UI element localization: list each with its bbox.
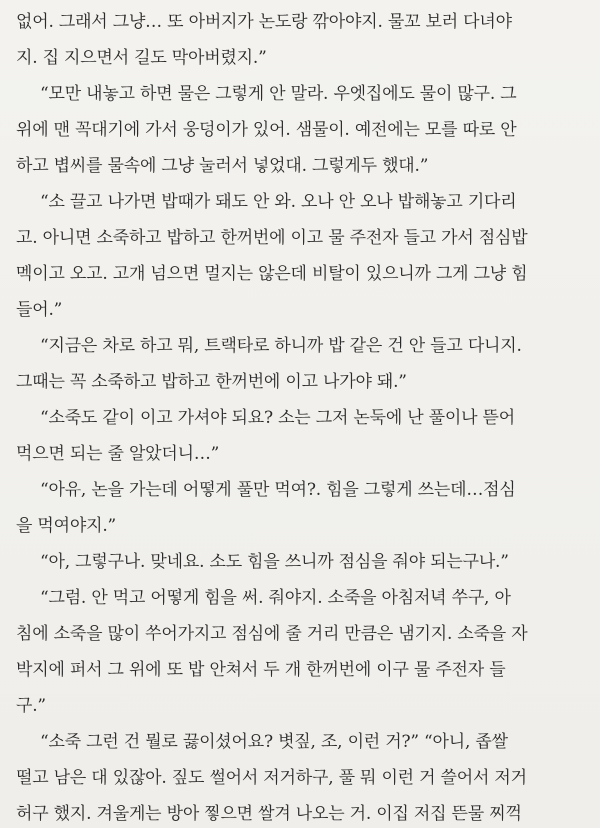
text-line: 을 먹여야지.” [16, 516, 117, 536]
text-line: 그때는 꼭 소죽하고 밥하고 한꺼번에 이고 나가야 돼.” [16, 372, 407, 392]
text-line: 먹으면 되는 줄 알았더니…” [16, 444, 220, 464]
text-line: 위에 맨 꼭대기에 가서 웅덩이가 있어. 샘물이. 예전에는 모를 따로 안 [16, 120, 517, 140]
text-line: “소죽도 같이 이고 가셔야 되요? 소는 그저 논둑에 난 풀이나 뜯어 [40, 408, 515, 428]
text-line: 박지에 퍼서 그 위에 또 밥 안쳐서 두 개 한꺼번에 이구 물 주전자 들 [16, 660, 506, 680]
text-line: 고. 아니면 소죽하고 밥하고 한꺼번에 이고 물 주전자 들고 가서 점심밥 [16, 228, 528, 248]
text-line: “아, 그렇구나. 맞네요. 소도 힘을 쓰니까 점심을 줘야 되는구나.” [40, 552, 509, 572]
text-line: “소 끌고 나가면 밥때가 돼도 안 와. 오나 안 오나 밥해놓고 기다리 [40, 192, 517, 212]
text-line: 허구 했지. 겨울게는 방아 찧으면 쌀겨 나오는 거. 이집 저집 뜬물 찌꺽 [16, 804, 522, 824]
text-line: “소죽 그런 건 뭘로 끓이셨어요? 볏짚, 조, 이런 거?” “아니, 좁쌀 [40, 732, 508, 752]
text-line: “모만 내놓고 하면 물은 그렇게 안 말라. 우엣집에도 물이 많구. 그 [40, 84, 517, 104]
text-line: 떨고 남은 대 있잖아. 짚도 썰어서 저거하구, 풀 뭐 이런 거 쓸어서 저거 [16, 768, 527, 788]
text-line: 없어. 그래서 그냥… 또 아버지가 논도랑 깎아야지. 물꼬 보러 다녀야 [16, 12, 512, 32]
text-line: “지금은 차로 하고 뭐, 트랙타로 하니까 밥 같은 건 안 들고 다니지. [40, 336, 522, 356]
text-line: 지. 집 지으면서 길도 막아버렸지.” [16, 48, 267, 68]
text-line: 구.” [16, 696, 46, 716]
text-line: “아유, 논을 가는데 어떻게 풀만 먹여?. 힘을 그렇게 쓰는데…점심 [40, 480, 516, 500]
text-line: 멕이고 오고. 고개 넘으면 멀지는 않은데 비탈이 있으니까 그게 그냥 힘 [16, 264, 528, 284]
text-line: “그럼. 안 먹고 어떻게 힘을 써. 줘야지. 소죽을 아침저녁 쑤구, 아 [40, 588, 511, 608]
text-line: 들어.” [16, 300, 63, 320]
text-line: 침에 소죽을 많이 쑤어가지고 점심에 줄 거리 만큼은 냄기지. 소죽을 자 [16, 624, 528, 644]
text-line: 하고 볍씨를 물속에 그냥 눌러서 넣었대. 그렇게두 했대.” [16, 156, 429, 176]
